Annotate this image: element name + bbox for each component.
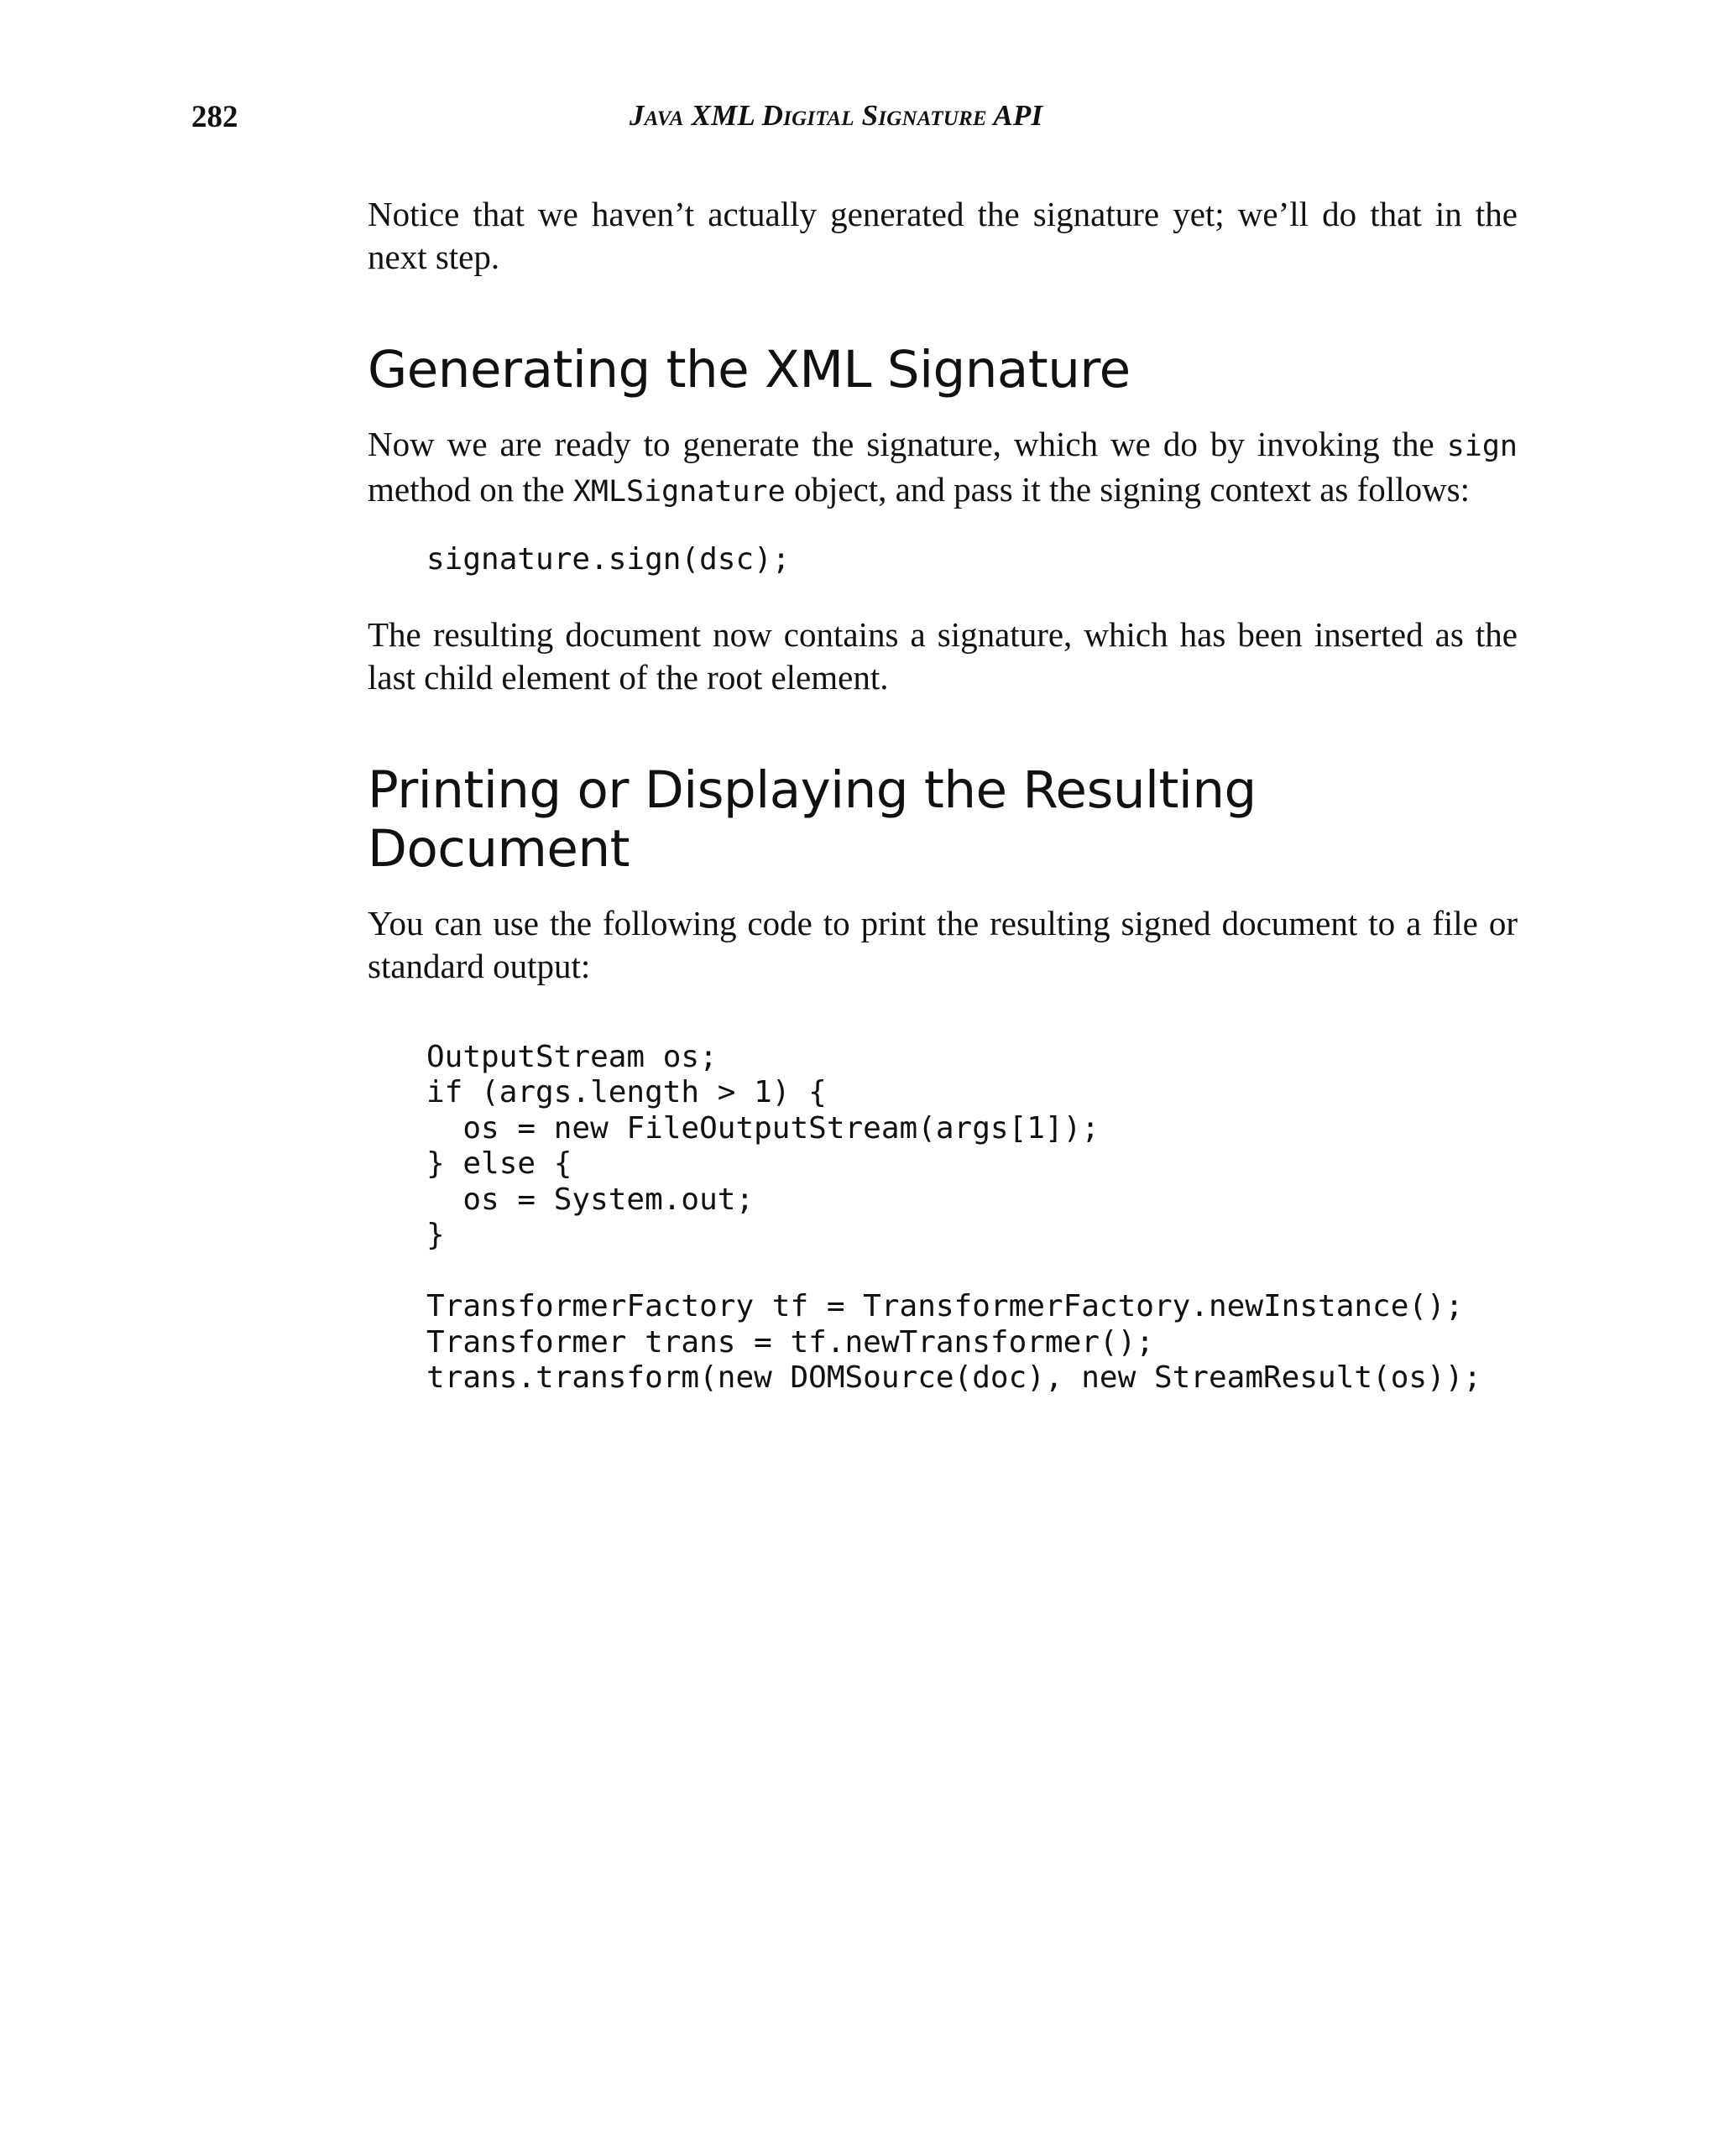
generating-intro-paragraph	[368, 423, 1518, 514]
section-heading-generating: Generating the XML Signature	[368, 340, 1131, 399]
page-number: 282	[191, 100, 238, 134]
running-title: Java XML Digital Signature API	[630, 99, 1043, 132]
inline-code-xmlsignature: XMLSignature	[572, 475, 786, 509]
code-block-sign: signature.sign(dsc);	[426, 542, 791, 577]
text-run: Now we are ready to generate the signature, which we do by invoking the	[368, 425, 1447, 463]
text-run: object, and pass it the signing context as follows:	[785, 470, 1471, 509]
result-paragraph: The resulting document now contains a signature, which has been inserted as the last child element of the root element.	[368, 614, 1518, 697]
text-run: method on the	[368, 470, 573, 509]
code-block-print: OutputStream os; if (args.length > 1) { os = new FileOutputStream(args[1]); } else { os = System.out; } TransformerFactory tf = TransformerFactory.newInstance(); Transformer trans = tf.newTransformer(); trans.transform(new DOMSource(doc), new StreamResult(os));	[426, 1039, 1482, 1395]
inline-code-sign: sign	[1446, 430, 1518, 463]
intro-paragraph: Notice that we haven’t actually generated the signature yet; we’ll do that in the next step.	[368, 195, 1518, 276]
running-head	[191, 99, 1518, 141]
printing-intro-paragraph: You can use the following code to print the resulting signed document to a file or standard output:	[368, 903, 1518, 985]
section-heading-printing: Printing or Displaying the Resulting Document	[368, 760, 1257, 879]
page-content	[368, 193, 1518, 1396]
